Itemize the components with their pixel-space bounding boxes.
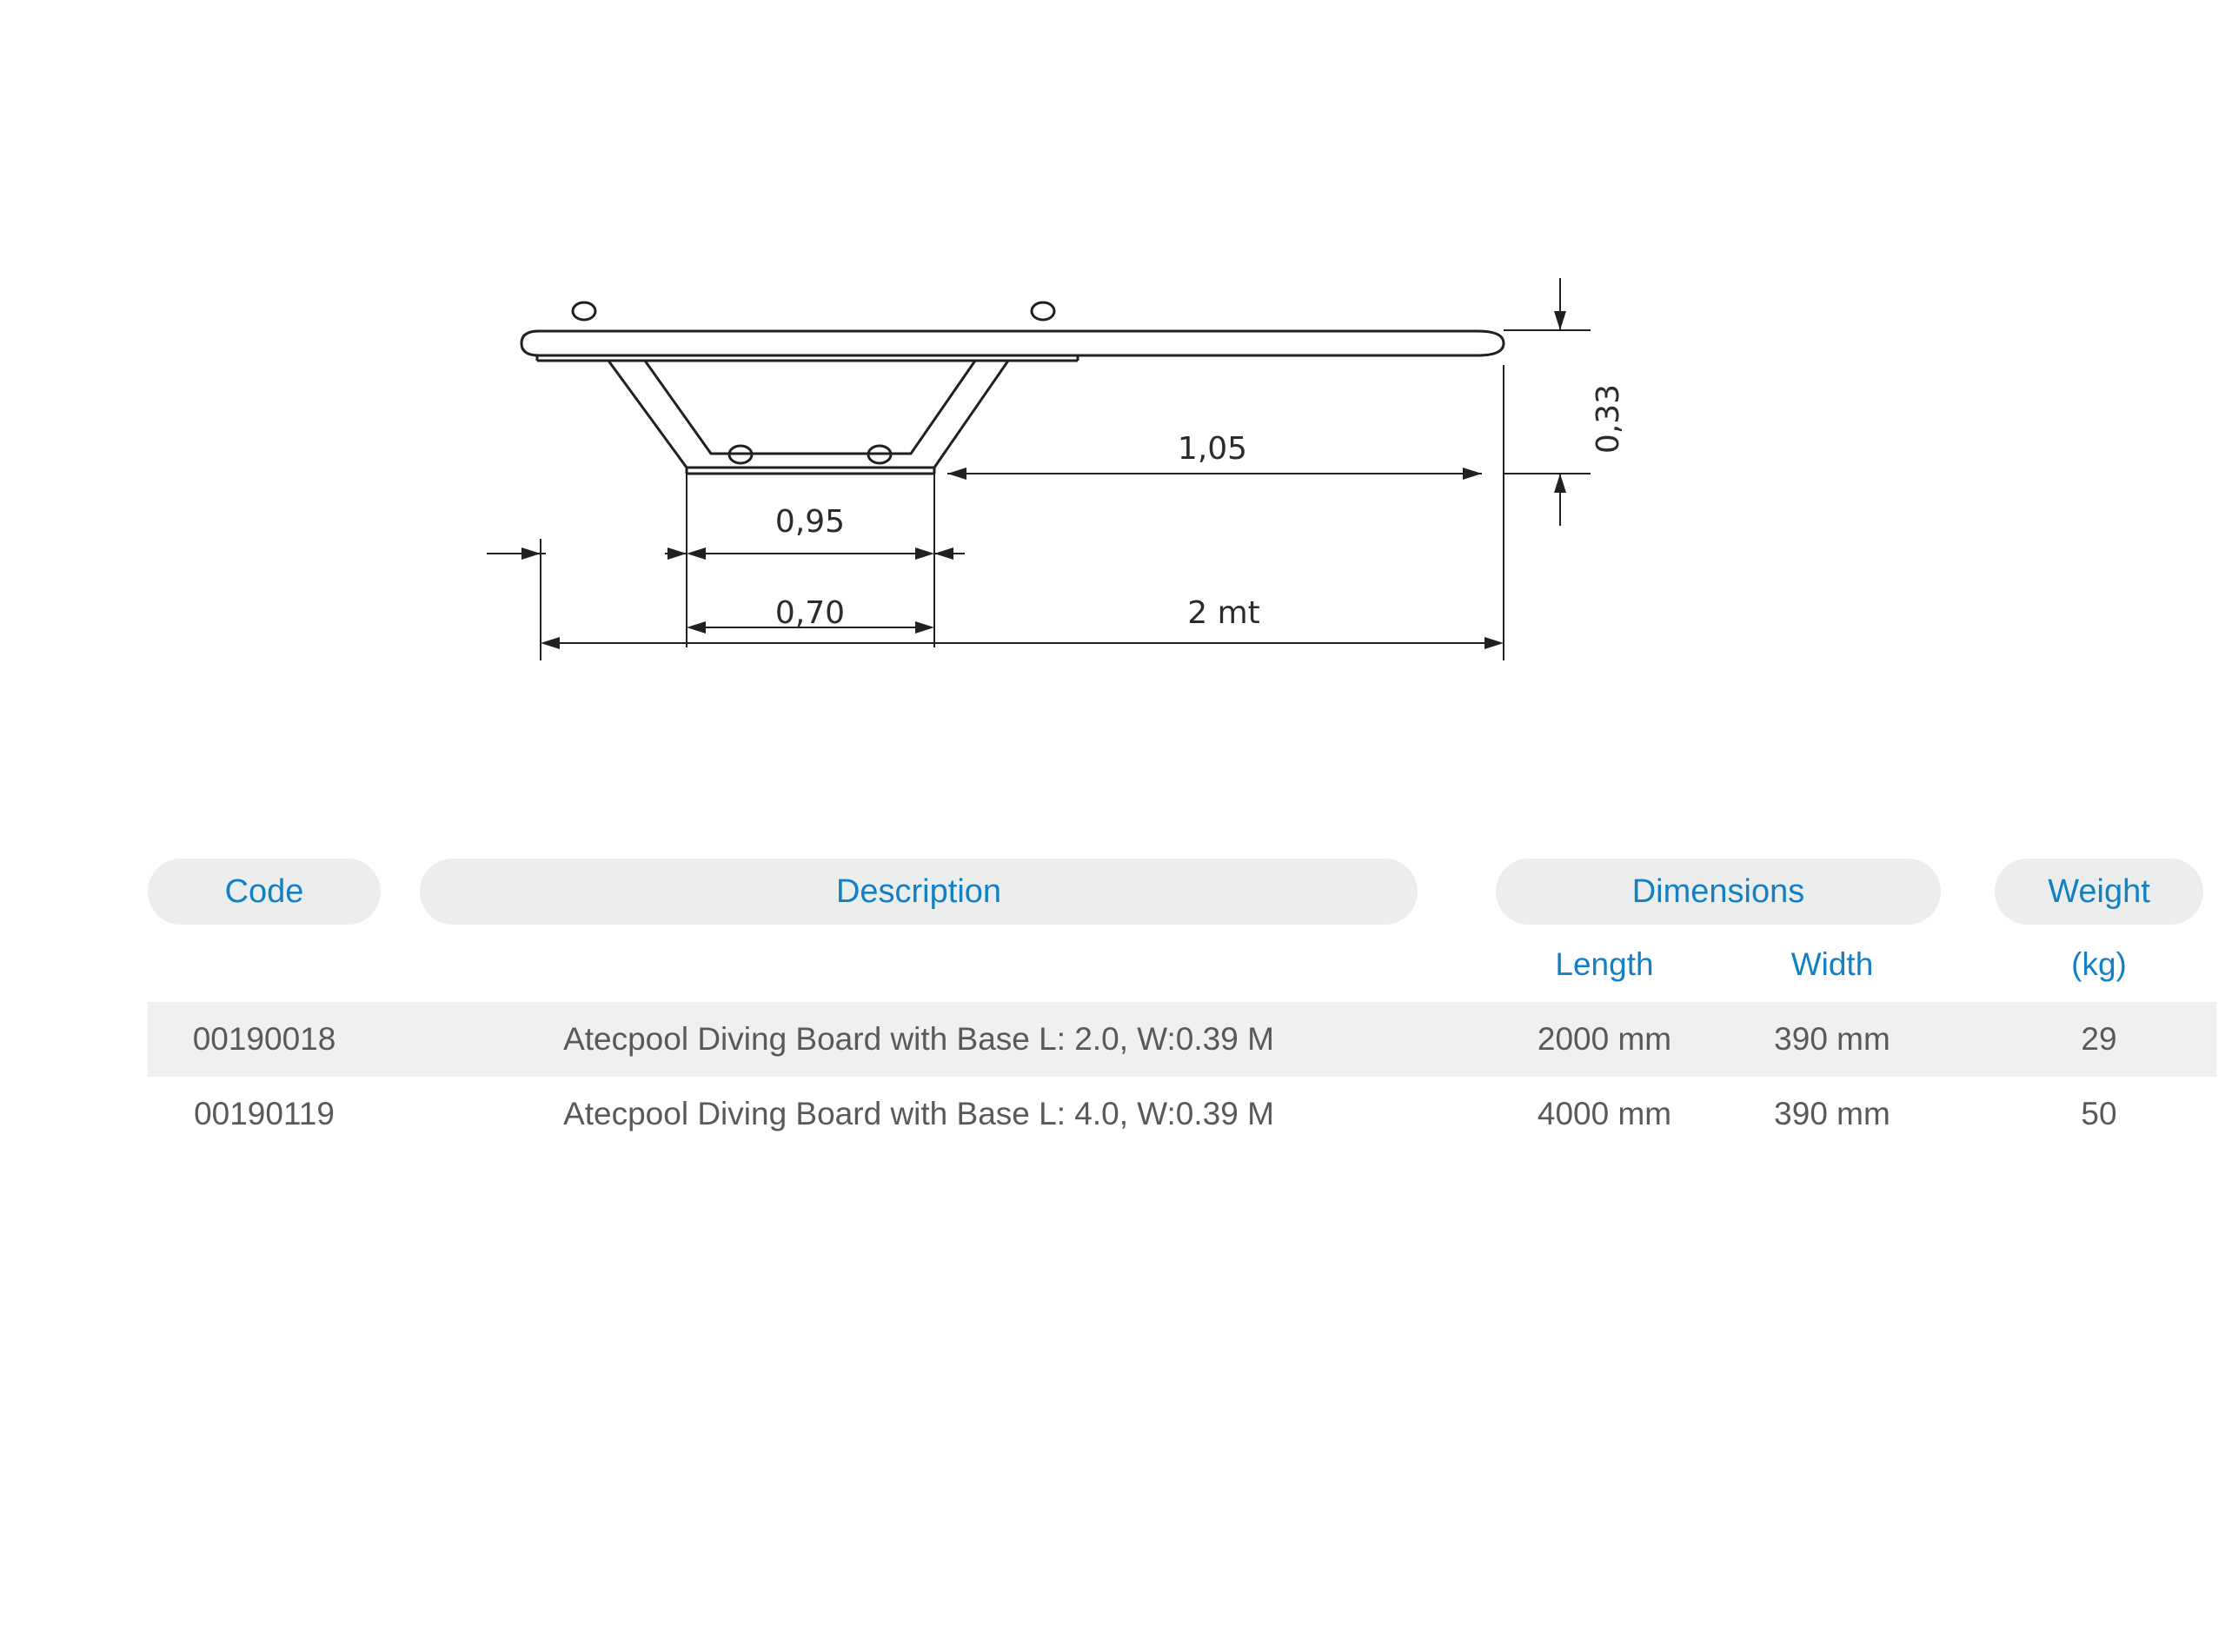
bolt-icon (573, 302, 595, 320)
cell-length: 2000 mm (1537, 1021, 1672, 1057)
cell-code: 00190119 (194, 1096, 335, 1131)
dim-height-label: 0,33 (1591, 383, 1626, 454)
base-outer (608, 361, 1008, 468)
header-code: Code (148, 859, 381, 925)
header-description: Description (420, 859, 1418, 925)
cell-length: 4000 mm (1537, 1096, 1672, 1131)
dim-overhang-label: 1,05 (1177, 431, 1248, 467)
dim-total-length-label: 2 mt (1187, 595, 1260, 631)
header-dimensions: Dimensions (1496, 859, 1941, 925)
dim-base-bottom-label: 0,70 (774, 595, 846, 631)
dim-base-top-label: 0,95 (774, 504, 846, 540)
table-subheader-row (148, 927, 2216, 1002)
table-row (148, 1077, 2216, 1151)
table-header-row (148, 856, 2216, 927)
cell-width: 390 mm (1774, 1096, 1890, 1131)
subheader-width: Width (1790, 946, 1874, 982)
cell-width: 390 mm (1774, 1021, 1890, 1057)
header-weight: Weight (1995, 859, 2203, 925)
board-plank (521, 331, 1504, 355)
cell-description: Atecpool Diving Board with Base L: 4.0, W:0.39 M (563, 1096, 1274, 1131)
subheader-weight-unit: (kg) (2071, 946, 2127, 982)
cell-weight: 29 (2081, 1021, 2117, 1057)
specifications-table (148, 856, 2216, 1151)
bolt-icon (1032, 302, 1054, 320)
cell-code: 00190018 (192, 1021, 336, 1057)
cell-weight: 50 (2081, 1096, 2117, 1131)
cell-description: Atecpool Diving Board with Base L: 2.0, W:0.39 M (563, 1021, 1274, 1057)
table-row (148, 1002, 2216, 1077)
technical-drawing (0, 0, 2225, 782)
base-inner (645, 361, 975, 454)
subheader-length: Length (1555, 946, 1654, 982)
